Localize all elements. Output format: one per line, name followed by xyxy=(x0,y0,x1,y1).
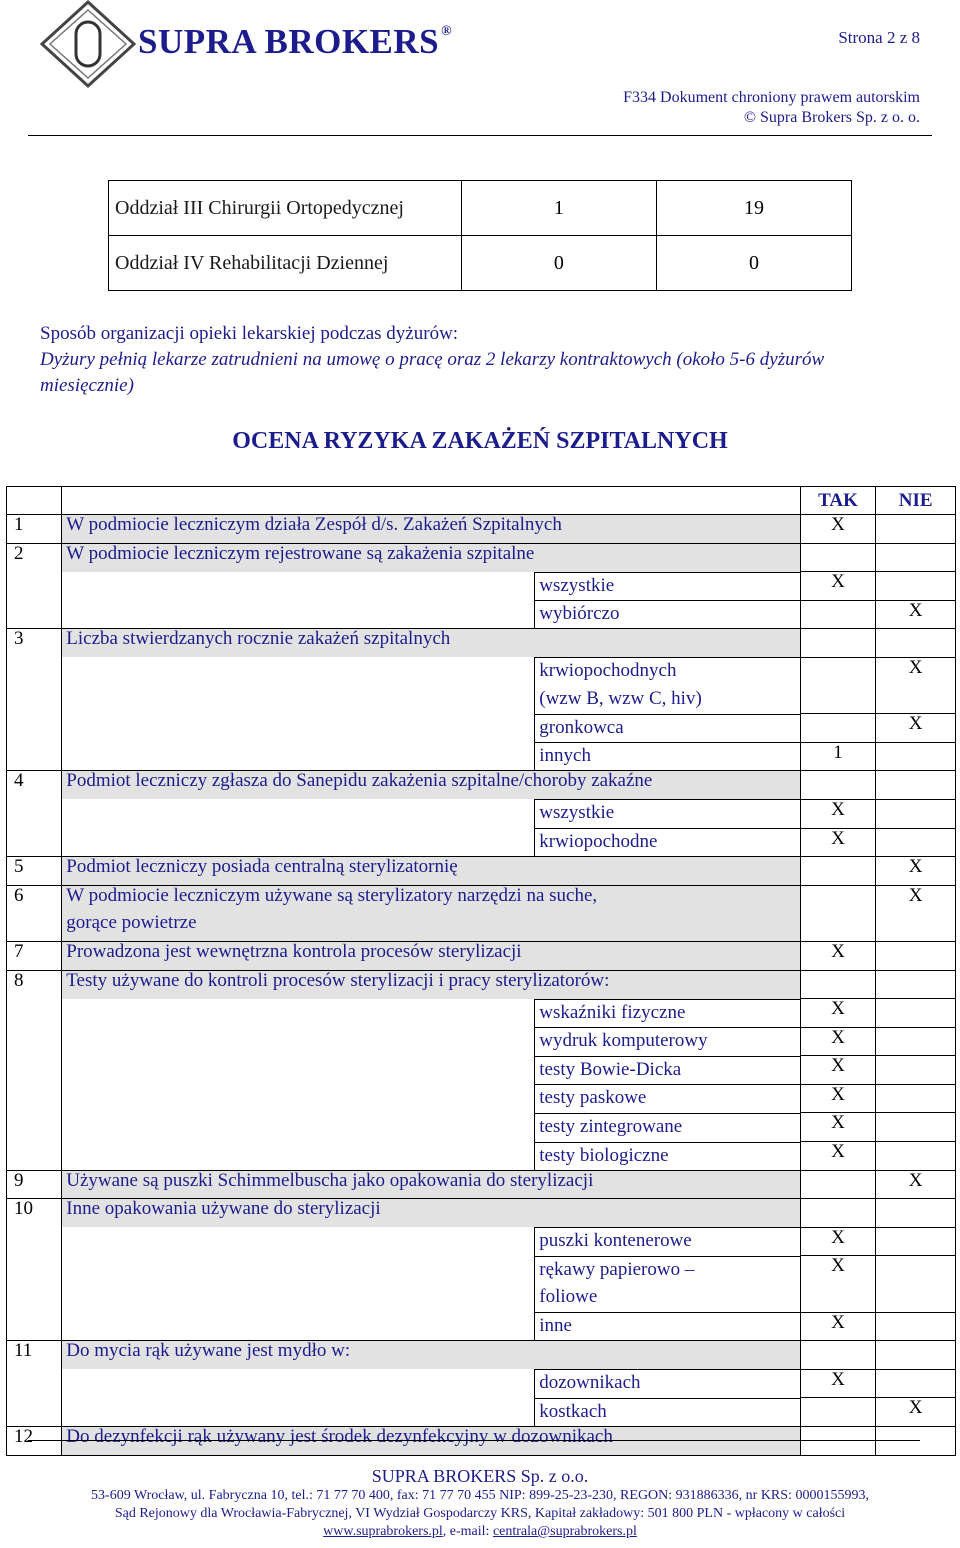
option-row xyxy=(7,1056,956,1085)
answer-tak xyxy=(800,543,875,572)
question-text: Prowadzona jest wewnętrzna kontrola procesów sterylizacji xyxy=(62,941,801,970)
option-row xyxy=(7,1027,956,1056)
footer-company: SUPRA BROKERS Sp. z o.o. xyxy=(371,1466,589,1486)
answer-nie xyxy=(876,543,956,572)
question-number: 12 xyxy=(7,1427,62,1456)
answer-nie xyxy=(876,941,956,970)
option-nie xyxy=(876,1142,956,1171)
option-label: foliowe xyxy=(534,1284,800,1312)
ward-row xyxy=(109,181,852,236)
option-label: testy zintegrowane xyxy=(534,1113,800,1142)
answer-tak xyxy=(800,771,875,800)
question-text: Do mycia rąk używane jest mydło w: xyxy=(62,1341,801,1370)
option-nie xyxy=(876,1113,956,1142)
option-nie xyxy=(876,828,956,857)
option-label: gronkowca xyxy=(534,714,800,743)
option-nie xyxy=(876,1027,956,1056)
option-nie xyxy=(876,1256,956,1284)
risk-assessment-table xyxy=(6,486,956,1456)
ward-value-b: 0 xyxy=(656,236,851,291)
question-row xyxy=(7,1199,956,1228)
option-tak: X xyxy=(800,1084,875,1113)
copyright-note: F334 Dokument chroniony prawem autorskim © Supra Brokers Sp. z o. o. xyxy=(623,89,920,126)
option-nie xyxy=(876,1369,956,1398)
option-label: dozownikach xyxy=(534,1369,800,1398)
option-nie xyxy=(876,799,956,828)
option-row xyxy=(7,1142,956,1171)
option-nie xyxy=(876,686,956,714)
col-tak: TAK xyxy=(800,487,875,515)
question-text: Liczba stwierdzanych rocznie zakażeń szpitalnych xyxy=(62,629,801,658)
question-row xyxy=(7,885,956,913)
answer-nie xyxy=(876,970,956,999)
option-label: wydruk komputerowy xyxy=(534,1027,800,1056)
question-number: 8 xyxy=(7,970,62,999)
email-link[interactable]: centrala@suprabrokers.pl xyxy=(492,1524,637,1539)
option-row xyxy=(7,572,956,601)
answer-tak xyxy=(800,970,875,999)
question-text: Podmiot leczniczy posiada centralną sterylizatornię xyxy=(62,857,801,886)
option-nie xyxy=(876,742,956,771)
question-number: 9 xyxy=(7,1170,62,1199)
ward-row xyxy=(109,236,852,291)
option-nie: X xyxy=(876,600,956,629)
website-link[interactable]: www.suprabrokers.pl xyxy=(323,1524,443,1539)
answer-tak xyxy=(800,885,875,913)
answer-tak: X xyxy=(800,941,875,970)
question-number: 4 xyxy=(7,771,62,800)
option-row xyxy=(7,799,956,828)
option-tak xyxy=(800,1398,875,1427)
answer-nie: X xyxy=(876,857,956,886)
wards-table xyxy=(108,180,852,291)
col-nie: NIE xyxy=(876,487,956,515)
option-tak: 1 xyxy=(800,742,875,771)
option-nie xyxy=(876,1084,956,1113)
option-tak xyxy=(800,1284,875,1312)
option-nie xyxy=(876,999,956,1028)
question-text: Inne opakowania używane do sterylizacji xyxy=(62,1199,801,1228)
option-tak: X xyxy=(800,799,875,828)
option-label: testy Bowie-Dicka xyxy=(534,1056,800,1085)
option-nie xyxy=(876,1312,956,1341)
option-label: innych xyxy=(534,742,800,770)
question-text: W podmiocie leczniczym używane są sterylizatory narzędzi na suche, xyxy=(62,885,801,913)
answer-nie xyxy=(876,1341,956,1370)
option-tak: X xyxy=(800,572,875,601)
answer-nie: X xyxy=(876,1170,956,1199)
question-continuation-row xyxy=(7,913,956,941)
question-row xyxy=(7,629,956,658)
option-row xyxy=(7,742,956,771)
question-text: W podmiocie leczniczym rejestrowane są zakażenia szpitalne xyxy=(62,543,801,572)
question-text: Testy używane do kontroli procesów sterylizacji i pracy sterylizatorów: xyxy=(62,970,801,999)
question-text-continued: gorące powietrze xyxy=(62,913,801,941)
footer-divider xyxy=(28,1440,920,1441)
answer-tak xyxy=(800,1170,875,1199)
ward-name: Oddział IV Rehabilitacji Dziennej xyxy=(109,236,462,291)
footer-address: 53-609 Wrocław, ul. Fabryczna 10, tel.: 71 77 70 400, fax: 71 77 70 455 NIP: 899-25-23-230, REGON: 931886336, nr KRS: 0000155993, xyxy=(91,1488,869,1503)
option-label: puszki kontenerowe xyxy=(534,1227,800,1256)
answer-nie: X xyxy=(876,885,956,913)
question-number: 2 xyxy=(7,543,62,572)
question-number: 7 xyxy=(7,941,62,970)
option-row xyxy=(7,999,956,1028)
company-logo xyxy=(38,0,138,90)
option-row xyxy=(7,1084,956,1113)
option-row xyxy=(7,1398,956,1427)
page-number: Strona 2 z 8 xyxy=(838,28,920,47)
option-nie xyxy=(876,1227,956,1256)
option-nie: X xyxy=(876,657,956,685)
option-tak: X xyxy=(800,828,875,857)
question-number: 10 xyxy=(7,1199,62,1228)
option-tak: X xyxy=(800,999,875,1028)
option-label: wybiórczo xyxy=(534,600,800,628)
option-label: wskaźniki fizyczne xyxy=(534,999,800,1028)
option-label: rękawy papierowo – xyxy=(534,1256,800,1284)
option-label: kostkach xyxy=(534,1398,800,1426)
ward-value-a: 0 xyxy=(461,236,656,291)
option-row xyxy=(7,1227,956,1256)
option-label: wszystkie xyxy=(534,572,800,601)
section-title: OCENA RYZYKA ZAKAŻEŃ SZPITALNYCH xyxy=(232,428,728,454)
question-number: 5 xyxy=(7,857,62,886)
option-label: wszystkie xyxy=(534,799,800,828)
option-row xyxy=(7,1369,956,1398)
option-row xyxy=(7,600,956,629)
question-text: Podmiot leczniczy zgłasza do Sanepidu zakażenia szpitalne/choroby zakaźne xyxy=(62,771,801,800)
question-number: 11 xyxy=(7,1341,62,1370)
question-text: Do dezynfekcji rąk używany jest środek dezynfekcyjny w dozownikach xyxy=(62,1427,801,1456)
option-nie xyxy=(876,1056,956,1085)
option-nie: X xyxy=(876,714,956,743)
question-text: Używane są puszki Schimmelbuscha jako opakowania do sterylizacji xyxy=(62,1170,801,1199)
question-row xyxy=(7,941,956,970)
question-number: 3 xyxy=(7,629,62,658)
answer-nie xyxy=(876,771,956,800)
option-label: testy paskowe xyxy=(534,1084,800,1113)
question-row xyxy=(7,1170,956,1199)
question-row xyxy=(7,543,956,572)
option-tak: X xyxy=(800,1113,875,1142)
option-row xyxy=(7,1113,956,1142)
option-row xyxy=(7,1256,956,1284)
answer-tak xyxy=(800,1341,875,1370)
question-row xyxy=(7,1341,956,1370)
option-label: krwiopochodne xyxy=(534,828,800,856)
question-row xyxy=(7,515,956,544)
footer-registry: Sąd Rejonowy dla Wrocławia-Fabrycznej, VI Wydział Gospodarczy KRS, Kapitał zakładowy: 501 800 PLN - wpłacony w całości xyxy=(114,1506,846,1521)
option-label: (wzw B, wzw C, hiv) xyxy=(534,686,800,714)
question-row xyxy=(7,970,956,999)
ward-name: Oddział III Chirurgii Ortopedycznej xyxy=(109,181,462,236)
brand-name: SUPRA BROKERS ® xyxy=(138,22,453,61)
option-tak: X xyxy=(800,1256,875,1284)
answer-tak xyxy=(800,1199,875,1228)
answer-nie xyxy=(876,1199,956,1228)
header-divider xyxy=(28,135,932,136)
option-tak: X xyxy=(800,1142,875,1171)
option-tak: X xyxy=(800,1369,875,1398)
option-row xyxy=(7,714,956,743)
answer-nie xyxy=(876,629,956,658)
option-continuation-row xyxy=(7,686,956,714)
option-tak: X xyxy=(800,1227,875,1256)
question-row xyxy=(7,857,956,886)
option-tak: X xyxy=(800,1027,875,1056)
question-text: W podmiocie leczniczym działa Zespół d/s. Zakażeń Szpitalnych xyxy=(62,515,801,544)
option-label: testy biologiczne xyxy=(534,1142,800,1170)
answer-tak xyxy=(800,857,875,886)
option-nie xyxy=(876,1284,956,1312)
answer-tak xyxy=(800,629,875,658)
question-row xyxy=(7,771,956,800)
option-row xyxy=(7,828,956,857)
option-row xyxy=(7,1312,956,1341)
answer-tak: X xyxy=(800,515,875,544)
option-continuation-row xyxy=(7,1284,956,1312)
option-tak xyxy=(800,714,875,743)
option-row xyxy=(7,657,956,685)
option-nie xyxy=(876,572,956,601)
option-label: krwiopochodnych xyxy=(534,657,800,685)
option-tak: X xyxy=(800,1056,875,1085)
ward-value-a: 1 xyxy=(461,181,656,236)
option-tak xyxy=(800,657,875,685)
option-label: inne xyxy=(534,1312,800,1340)
option-tak xyxy=(800,600,875,629)
ward-value-b: 19 xyxy=(656,181,851,236)
question-number: 1 xyxy=(7,515,62,544)
duty-organization: Sposób organizacji opieki lekarskiej podczas dyżurów: Dyżury pełnią lekarze zatrudnieni na umowę o pracę oraz 2 lekarzy kontraktowych (około 5-6 dyżurów miesięcznie) xyxy=(40,323,825,396)
answer-nie xyxy=(876,515,956,544)
table-header-row xyxy=(7,487,956,515)
option-nie: X xyxy=(876,1398,956,1427)
option-tak: X xyxy=(800,1312,875,1341)
footer-contact: www.suprabrokers.pl, e-mail: centrala@suprabrokers.pl xyxy=(323,1524,637,1539)
option-tak xyxy=(800,686,875,714)
question-number: 6 xyxy=(7,885,62,913)
